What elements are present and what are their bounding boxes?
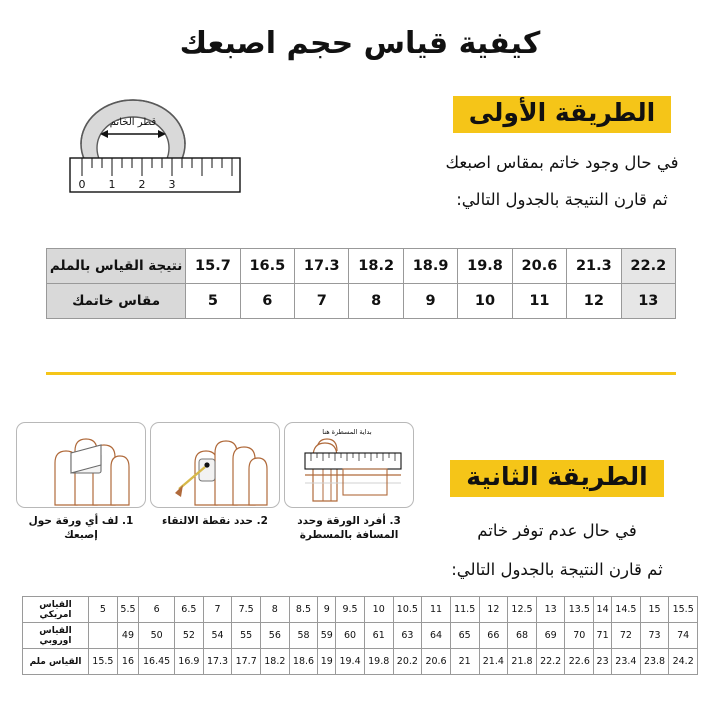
table-cell: 8 xyxy=(261,597,290,623)
table-cell: 55 xyxy=(232,623,261,649)
svg-text:1: 1 xyxy=(108,178,116,191)
method-one-line-1: في حال وجود خاتم بمقاس اصبعك xyxy=(445,152,679,172)
method-two-line-1: في حال عدم توفر خاتم xyxy=(477,520,637,540)
table-cell: 56 xyxy=(261,623,290,649)
method-one-text xyxy=(422,96,702,212)
table-cell: 16.45 xyxy=(139,649,175,675)
step-3-illustration xyxy=(284,422,414,508)
table-cell: 8 xyxy=(349,284,403,319)
table-cell: 15.5 xyxy=(669,597,698,623)
table-row-header: نتيجة القياس بالملم xyxy=(47,249,186,284)
table-cell: 10 xyxy=(364,597,393,623)
table-cell: 60 xyxy=(336,623,365,649)
table-cell: 13.5 xyxy=(565,597,594,623)
table-cell: 11 xyxy=(512,284,566,319)
table-cell: 18.9 xyxy=(403,249,457,284)
table-cell: 21 xyxy=(450,649,479,675)
table-cell: 11 xyxy=(422,597,451,623)
table-cell: 10 xyxy=(458,284,512,319)
table-cell: 68 xyxy=(508,623,537,649)
table-row xyxy=(23,597,698,623)
table-cell: 71 xyxy=(594,623,612,649)
method-one-table xyxy=(46,248,676,319)
step-1-caption: 1. لف أي ورقة حول إصبعك xyxy=(28,515,134,542)
table-cell: 6 xyxy=(240,284,294,319)
table-cell: 6 xyxy=(139,597,175,623)
table-cell: 13 xyxy=(536,597,565,623)
table-cell: 6.5 xyxy=(175,597,204,623)
table-cell: 18.2 xyxy=(349,249,403,284)
table-cell: 15.5 xyxy=(89,649,118,675)
table-row-header: القياس امريكي xyxy=(23,597,89,623)
table-cell: 70 xyxy=(565,623,594,649)
table-cell: 15 xyxy=(640,597,669,623)
method-two-heading: الطريقة الثانية xyxy=(450,460,663,497)
method-two-table xyxy=(22,596,698,675)
table-row-header: مقاس خاتمك xyxy=(47,284,186,319)
table-cell: 10.5 xyxy=(393,597,422,623)
step-1-illustration xyxy=(16,422,146,508)
table-cell: 20.6 xyxy=(512,249,566,284)
table-cell: 9 xyxy=(403,284,457,319)
ring-diameter-illustration xyxy=(30,86,270,216)
table-cell: 14 xyxy=(594,597,612,623)
table-cell: 12 xyxy=(567,284,621,319)
method-one-line-2: ثم قارن النتيجة بالجدول التالي: xyxy=(456,189,668,209)
table-cell: 17.3 xyxy=(295,249,349,284)
table-row xyxy=(23,649,698,675)
table-cell: 7 xyxy=(203,597,232,623)
table-cell: 16.9 xyxy=(175,649,204,675)
table-cell: 17.7 xyxy=(232,649,261,675)
table-cell: 5 xyxy=(89,597,118,623)
table-cell: 20.2 xyxy=(393,649,422,675)
table-cell: 20.6 xyxy=(422,649,451,675)
step-1 xyxy=(16,422,146,542)
table-cell: 18.2 xyxy=(261,649,290,675)
table-cell: 22.2 xyxy=(536,649,565,675)
table-row-header: القياس ملم xyxy=(23,649,89,675)
table-cell: 15.7 xyxy=(186,249,240,284)
page-title: كيفية قياس حجم اصبعك xyxy=(179,26,541,61)
table-cell: 12 xyxy=(479,597,508,623)
table-cell: 23.4 xyxy=(612,649,641,675)
table-cell: 63 xyxy=(393,623,422,649)
table-cell: 19 xyxy=(318,649,336,675)
table-cell: 9 xyxy=(318,597,336,623)
table-cell: 64 xyxy=(422,623,451,649)
svg-text:بداية المسطرة هنا: بداية المسطرة هنا xyxy=(322,428,372,436)
table-cell: 23.8 xyxy=(640,649,669,675)
table-cell: 8.5 xyxy=(289,597,318,623)
table-cell: 49 xyxy=(117,623,138,649)
step-3-caption: 3. أفرد الورقة وحدد المسافة بالمسطرة xyxy=(297,515,401,542)
table-cell: 5 xyxy=(186,284,240,319)
section-divider xyxy=(46,372,676,375)
table-cell: 52 xyxy=(175,623,204,649)
table-cell: 23 xyxy=(594,649,612,675)
table-cell: 19.4 xyxy=(336,649,365,675)
table-cell: 16.5 xyxy=(240,249,294,284)
table-cell: 54 xyxy=(203,623,232,649)
table-cell: 50 xyxy=(139,623,175,649)
table-row xyxy=(47,284,676,319)
table-row-header: القياس اوروبي xyxy=(23,623,89,649)
svg-text:قطر الخاتم: قطر الخاتم xyxy=(109,117,157,128)
table-cell: 21.8 xyxy=(508,649,537,675)
table-cell: 7 xyxy=(295,284,349,319)
table-cell: 7.5 xyxy=(232,597,261,623)
table-cell: 14.5 xyxy=(612,597,641,623)
method-two-text xyxy=(412,460,702,582)
table-cell: 69 xyxy=(536,623,565,649)
step-2 xyxy=(150,422,280,542)
method-two-line-2: ثم قارن النتيجة بالجدول التالي: xyxy=(451,559,663,579)
svg-text:2: 2 xyxy=(138,178,146,191)
table-cell: 22.6 xyxy=(565,649,594,675)
method-two-steps xyxy=(14,422,414,542)
table-cell: 11.5 xyxy=(450,597,479,623)
table-row xyxy=(47,249,676,284)
table-cell: 21.3 xyxy=(567,249,621,284)
step-2-caption: 2. حدد نقطة الالتقاء xyxy=(162,515,268,527)
table-cell: 18.6 xyxy=(289,649,318,675)
table-cell: 9.5 xyxy=(336,597,365,623)
table-cell: 12.5 xyxy=(508,597,537,623)
table-cell: 19.8 xyxy=(458,249,512,284)
table-cell: 59 xyxy=(318,623,336,649)
table-cell: 72 xyxy=(612,623,641,649)
method-one-heading: الطريقة الأولى xyxy=(453,96,672,133)
method-two-table-wrapper xyxy=(22,596,698,675)
table-cell: 66 xyxy=(479,623,508,649)
table-cell xyxy=(89,623,118,649)
table-cell: 16 xyxy=(117,649,138,675)
table-cell: 61 xyxy=(364,623,393,649)
table-row xyxy=(23,623,698,649)
table-cell: 13 xyxy=(621,284,675,319)
table-cell: 5.5 xyxy=(117,597,138,623)
svg-text:0: 0 xyxy=(78,178,86,191)
table-cell: 21.4 xyxy=(479,649,508,675)
table-cell: 73 xyxy=(640,623,669,649)
table-cell: 17.3 xyxy=(203,649,232,675)
table-cell: 22.2 xyxy=(621,249,675,284)
table-cell: 74 xyxy=(669,623,698,649)
step-2-illustration xyxy=(150,422,280,508)
table-cell: 19.8 xyxy=(364,649,393,675)
method-one-table-wrapper xyxy=(46,248,676,319)
svg-text:3: 3 xyxy=(168,178,176,191)
table-cell: 65 xyxy=(450,623,479,649)
step-3 xyxy=(284,422,414,542)
table-cell: 24.2 xyxy=(669,649,698,675)
table-cell: 58 xyxy=(289,623,318,649)
